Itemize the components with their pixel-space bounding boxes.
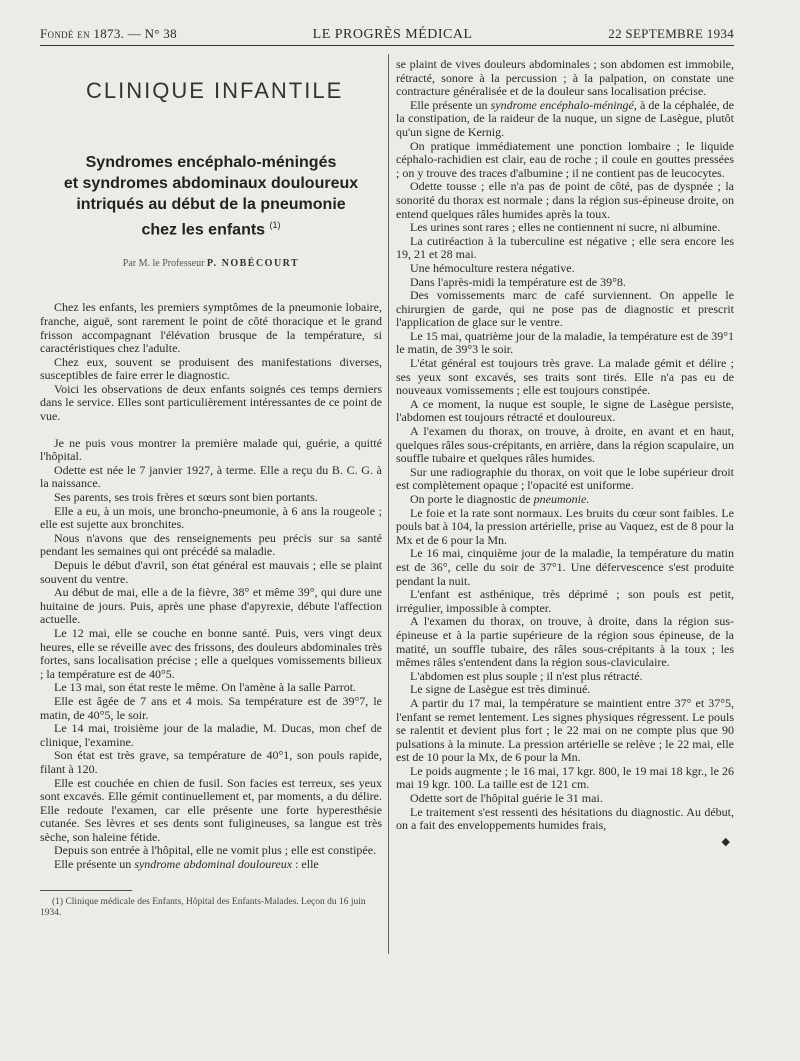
paragraph: A ce moment, la nuque est souple, le signe de Lasègue persiste, l'abdomen est toujours rétracté et douloureux. [396,396,734,425]
paragraph: Le poids augmente ; le 16 mai, 17 kgr. 800, le 19 mai 18 kgr., le 26 mai 19 kgr. 100. La taille est de 121 cm. [396,763,734,792]
paragraph: Chez eux, souvent se produisent des manifestations diverses, susceptibles de faire errer le diagnostic. [40,354,382,383]
paragraph: Sur une radiographie du thorax, on voit que le lobe supérieur droit est complètement opaque ; l'opacité est uniforme. [396,464,734,493]
paragraph: Depuis son entrée à l'hôpital, elle ne vomit plus ; elle est constipée. [54,843,377,858]
paragraph: Les urines sont rares ; elles ne contiennent ni sucre, ni albumine. [410,220,721,235]
paragraph: A l'examen du thorax, on trouve, à droite, dans la région sus-épineuse et à la partie supérieure de la région sous épineuse, de la matité, un souffle tubaire, des râles sous-crépitants à la toux ; les mêmes râles s'entendent dans la région sous-claviculaire. [396,614,734,670]
paragraph: A l'examen du thorax, on trouve, à droite, en avant et en haut, quelques râles sous-crépitants, en arrière, dans la région scapulaire, un souffle tubaire et quelques râles humides. [396,424,734,466]
paragraph: Elle présente un syndrome encéphalo-méningé, à de la céphalée, de la constipation, de la raideur de la nuque, un signe de Lasègue, plutôt qu'un signe de Kernig. [396,97,734,139]
paragraph: Odette est née le 7 janvier 1927, à terme. Elle a reçu du B. C. G. à la naissance. [40,462,382,491]
paragraph: La cutiréaction à la tuberculine est négative ; elle sera encore les 19, 21 et 28 mai. [396,233,734,262]
author-name: P. NOBÉCOURT [206,258,300,270]
author-prefix: Par M. le Professeur [122,258,205,270]
paragraph: Nous n'avons que des renseignements peu précis sur sa santé pendant les semaines qui ont précédé sa maladie. [40,530,382,559]
footnote: (1) Clinique médicale des Enfants, Hôpital des Enfants-Malades. Leçon du 16 juin 1934. [40,896,366,918]
paragraph: Le signe de Lasègue est très diminué. [410,682,591,697]
paragraph: Le 12 mai, elle se couche en bonne santé. Puis, vers vingt deux heures, elle se réveille avec des frissons, des douleurs abdominales très fortes, sans localisation précise ; elle a quelques vomissements bilieux ; la température est de 40°5. [40,625,382,681]
paragraph: Le 13 mai, son état reste le même. On l'amène à la salle Parrot. [54,680,357,695]
paragraph: Dans l'après-midi la température est de 39°8. [410,274,626,289]
paragraph: Le 15 mai, quatrième jour de la maladie, la température est de 39°1 le matin, de 39°3 le soir. [396,328,734,357]
article-title-line: et syndromes abdominaux douloureux [63,175,359,192]
paragraph: On porte le diagnostic de pneumonie. [410,492,590,506]
author-line [40,258,382,269]
article-title-line: chez les enfants $^{(1)}$ [141,220,281,239]
paragraph: Elle est âgée de 7 ans et 4 mois. Sa température est de 39°7, le matin, de 40°5, le soir. [40,693,382,722]
paragraph: Odette sort de l'hôpital guérie le 31 mai. [410,791,603,806]
paragraph: Une hémoculture restera négative. [410,260,575,275]
paragraph: Elle a eu, à un mois, une broncho-pneumonie, à 6 ans la rougeole ; elle est sujette aux bronchites. [40,503,382,532]
paragraph: L'enfant est asthénique, très déprimé ; son pouls est petit, irrégulier, impossible à compter. [396,587,734,615]
paragraph: Au début de mai, elle a de la fièvre, 38° et même 39°, qui dure une huitaine de jours. Puis, après une phase d'apyrexie, débute l'affection actuelle. [40,585,382,627]
paragraph: Je ne puis vous montrer la première malade qui, guérie, a quitté l'hôpital. [40,435,382,464]
paragraph: Chez les enfants, les premiers symptômes de la pneumonie lobaire, franche, aiguë, sont rarement le point de côté thoracique et le grand frisson accompagnant l'élévation brusque de la température, si caractéristiques chez l'adulte. [40,300,382,356]
running-header [40,26,734,43]
section-title: CLINIQUE INFANTILE [86,78,344,103]
paragraph: L'état général est toujours très grave. La malade gémit et délire ; ses yeux sont excavés, ses traits sont tirés. Elle n'a pas eu de nouveaux vomissements ; elle est toujours constipée. [396,356,734,398]
footnote-mark: (1) [269,220,281,230]
header-founded: Fondé en 1873. — N° 38 [40,26,177,41]
article-title [40,152,382,240]
header-date: 22 SEPTEMBRE 1934 [608,26,734,41]
paragraph: Le traitement s'est ressenti des hésitations du diagnostic. Au début, on a fait des enveloppements humides frais, [396,804,734,833]
paragraph: Le foie et la rate sont normaux. Les bruits du cœur sont faibles. Le pouls bat à 104, la pression artérielle, prise au Vaquez, est de 8 pour la Mx et de 6 pour la Mn. [396,505,734,547]
paragraph: On pratique immédiatement une ponction lombaire ; le liquide céphalo-rachidien est clair, eau de roche ; il coule en gouttes pressées ; on y trouve des traces d'albumine ; il ne contient pas de leucocytes. [396,138,734,180]
paragraph: Voici les observations de deux enfants soignés ces temps derniers dans le service. Elles sont particulièrement intéressantes de ce point de vue. [40,381,382,424]
paragraph: A partir du 17 mai, la température se maintient entre 37° et 37°5, l'enfant se remet lentement. Les signes physiques régressent. Le pouls se ralentit et devient plus fort ; le 22 mai on ne compte plus que 90 pulsations à la minute. La pression artérielle se relève ; le 22 mai, elle est de 10 pour la Mx, de 6 pour la Mn. [396,695,734,765]
paragraph: Le 14 mai, troisième jour de la maladie, M. Ducas, mon chef de clinique, l'examine. [40,721,382,749]
paragraph: Depuis le début d'avril, son état général est mauvais ; elle se plaint souvent du ventre. [40,558,382,586]
paragraph: L'abdomen est plus souple ; il n'est plus rétracté. [410,668,643,683]
paragraph: Odette tousse ; elle n'a pas de point de côté, pas de dyspnée ; la sonorité du thorax est normale ; dans la région sus-épineuse droite, on entend quelques râles humides après la toux. [396,179,734,221]
left-column [40,56,382,919]
paragraph: se plaint de vives douleurs abdominales ; son abdomen est immobile, rétracté, sonore à la percussion ; à la palpation, on constate une contracture généralisée et de la douleur sans localisation précise. [396,57,734,99]
paragraph: Des vomissements marc de café surviennent. On appelle le chirurgien de garde, qui ne pose pas de diagnostic et prescrit l'application de glace sur le ventre. [396,288,734,330]
paragraph: Elle présente un syndrome abdominal douloureux : elle [54,857,319,872]
column-divider [388,54,389,954]
header-rule [40,45,734,46]
paragraph: Le 16 mai, cinquième jour de la maladie, la température du matin est de 36°, celle du soir de 37°1. Une défervescence s'est produite pendant la nuit. [396,546,734,588]
paragraph: Elle est couchée en chien de fusil. Son facies est terreux, ses yeux sont excavés. Elle gémit continuellement et, par moments, a du délire. Elle redoute l'examen, car elle présente une forte hyperesthésie cutanée. Ses lèvres et ses dents sont fuligineuses, sa langue est très sèche, son haleine fétide. [40,775,382,844]
paragraph: Ses parents, ses trois frères et sœurs sont bien portants. [54,490,318,505]
article-title-line: intriqués au début de la pneumonie [76,196,346,213]
header-journal-title: LE PROGRÈS MÉDICAL [312,27,473,42]
paragraph: Son état est très grave, sa température de 40°1, son pouls rapide, filant à 120. [40,748,382,776]
end-ornament: ◆ [721,835,730,848]
article-title-line: Syndromes encéphalo-méningés [85,154,337,171]
right-column [396,58,734,848]
footnote-rule [40,890,132,891]
left-body [40,301,382,918]
